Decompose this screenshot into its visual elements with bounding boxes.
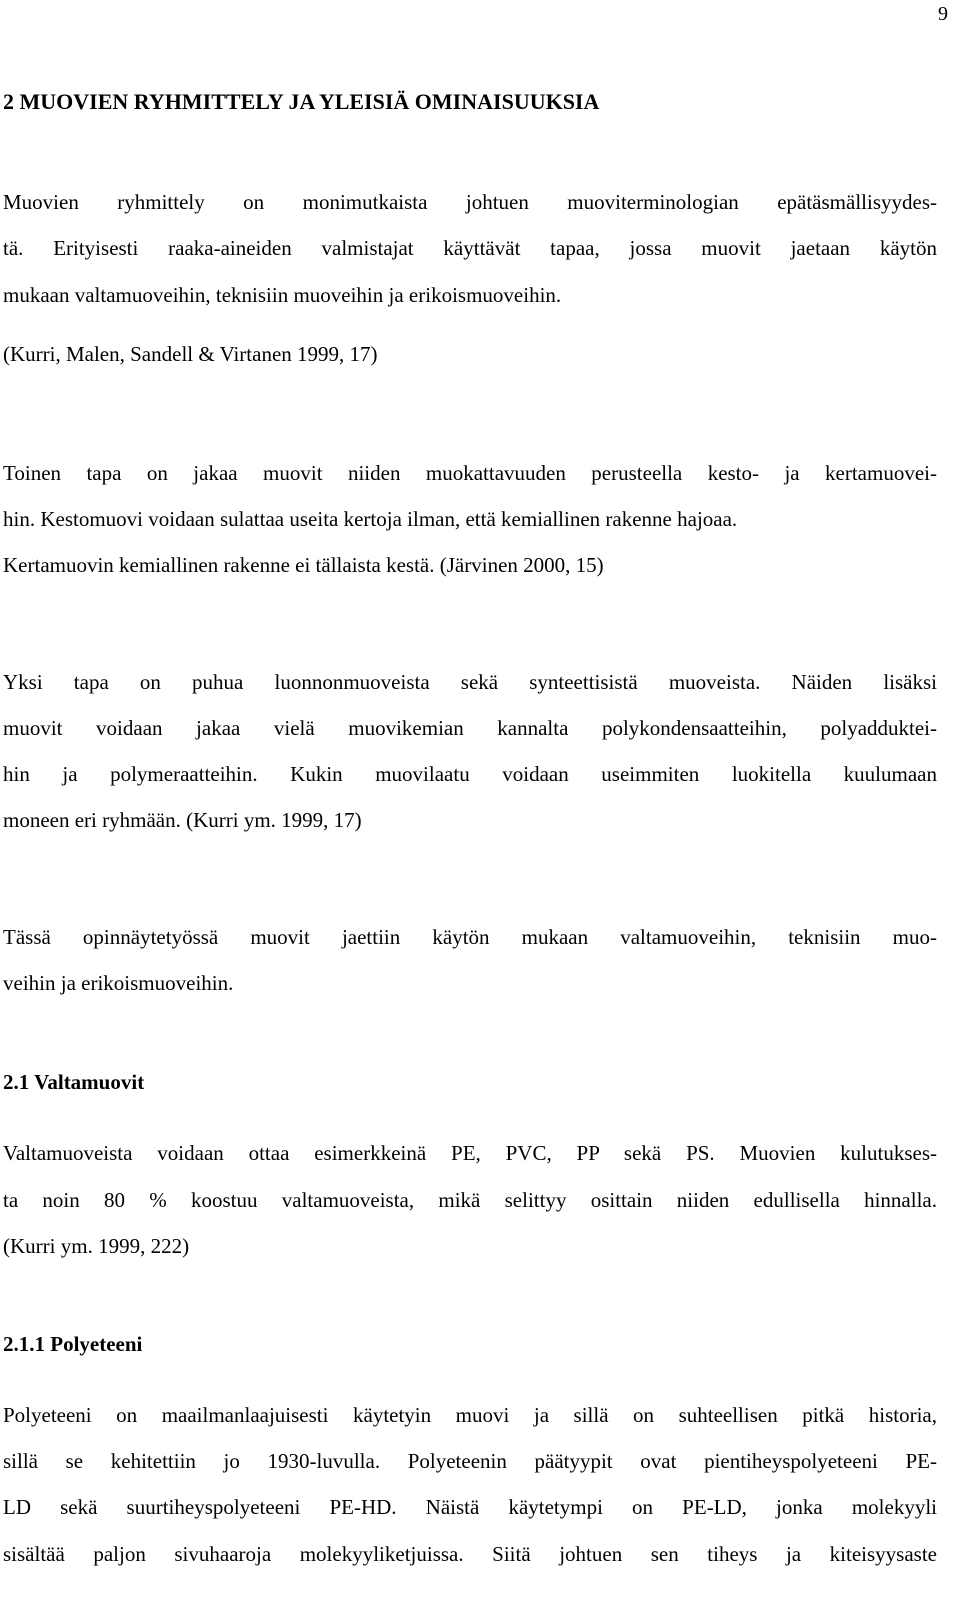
paragraph-line: (Kurri, Malen, Sandell & Virtanen 1999, 17) bbox=[3, 342, 378, 366]
paragraph-line: mukaan valtamuoveihin, teknisiin muoveihin ja erikoismuoveihin. bbox=[3, 283, 562, 307]
paragraph-line: Yksi tapa on puhua luonnonmuoveista sekä synteettisistä muoveista. Näiden lisäksi bbox=[3, 670, 937, 694]
paragraph-line: Muovien ryhmittely on monimutkaista johtuen muoviterminologian epätäsmällisyydes- bbox=[3, 190, 937, 214]
section-heading: 2.1 Valtamuovit bbox=[3, 1070, 145, 1094]
paragraph-line: muovit voidaan jakaa vielä muovikemian kannalta polykondensaatteihin, polyadduktei- bbox=[3, 716, 937, 740]
paragraph-line: tä. Erityisesti raaka-aineiden valmistajat käyttävät tapaa, jossa muovit jaetaan käytön bbox=[3, 236, 937, 260]
paragraph-line: Polyeteeni on maailmanlaajuisesti käytetyin muovi ja sillä on suhteellisen pitkä historia, bbox=[3, 1403, 937, 1427]
page-number: 9 bbox=[938, 3, 948, 25]
paragraph-line: hin. Kestomuovi voidaan sulattaa useita kertoja ilman, että kemiallinen rakenne hajoaa. bbox=[3, 507, 738, 531]
paragraph-line: (Kurri ym. 1999, 222) bbox=[3, 1234, 190, 1258]
paragraph-line: sisältää paljon sivuhaaroja molekyyliketjuissa. Siitä johtuen sen tiheys ja kiteisyysaste bbox=[3, 1542, 937, 1566]
chapter-heading: 2 MUOVIEN RYHMITTELY JA YLEISIÄ OMINAISUUKSIA bbox=[3, 89, 600, 114]
paragraph-line: hin ja polymeraatteihin. Kukin muovilaatu voidaan useimmiten luokitella kuulumaan bbox=[3, 762, 937, 786]
paragraph-line: sillä se kehitettiin jo 1930-luvulla. Polyeteenin päätyypit ovat pientiheyspolyeteeni PE- bbox=[3, 1449, 937, 1473]
paragraph-line: moneen eri ryhmään. (Kurri ym. 1999, 17) bbox=[3, 808, 362, 832]
subsection-heading: 2.1.1 Polyeteeni bbox=[3, 1332, 143, 1356]
paragraph-line: Tässä opinnäytetyössä muovit jaettiin käytön mukaan valtamuoveihin, teknisiin muo- bbox=[3, 925, 937, 949]
paragraph-line: veihin ja erikoismuoveihin. bbox=[3, 971, 234, 995]
paragraph-line: Kertamuovin kemiallinen rakenne ei tällaista kestä. (Järvinen 2000, 15) bbox=[3, 553, 604, 577]
paragraph-line: ta noin 80 % koostuu valtamuoveista, mikä selittyy osittain niiden edullisella hinnalla. bbox=[3, 1188, 937, 1212]
paragraph-line: Toinen tapa on jakaa muovit niiden muokattavuuden perusteella kesto- ja kertamuovei- bbox=[3, 461, 937, 485]
paragraph-line: Valtamuoveista voidaan ottaa esimerkkeinä PE, PVC, PP sekä PS. Muovien kulutukses- bbox=[3, 1141, 937, 1165]
paragraph-line: LD sekä suurtiheyspolyeteeni PE-HD. Näistä käytetympi on PE-LD, jonka molekyyli bbox=[3, 1495, 937, 1519]
